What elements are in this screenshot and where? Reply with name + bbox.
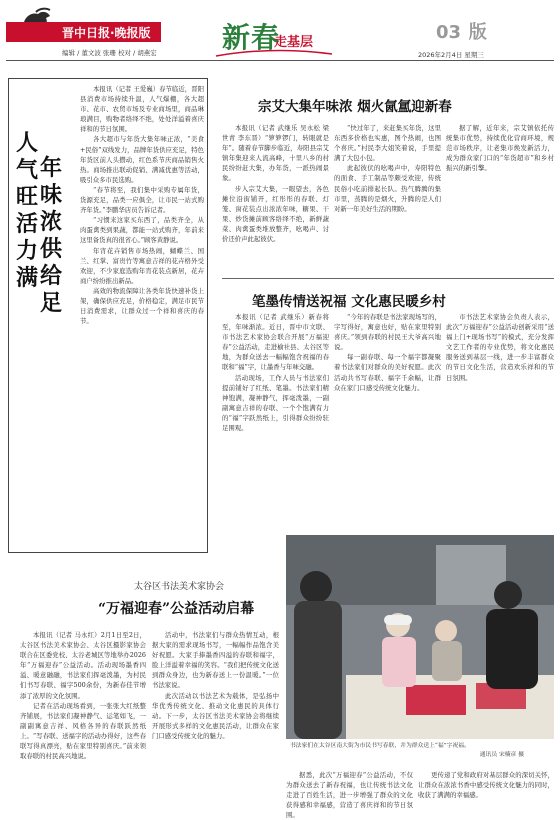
article3-paragraph: 本报讯（记者 武继乐）新春将至，年味渐浓。近日，晋中市文联、市书法艺术家协会联合开展“万福迎春”公益活动，走进榆社县、太谷区等地，为群众送去一幅幅饱含祝福的春联和“福”字，让墨香与年味交融。 (222, 313, 329, 372)
article4-headline: “万福迎春”公益活动启幕 (98, 601, 255, 617)
article2-column-3 (446, 123, 554, 271)
news-photo (286, 535, 554, 739)
photo-caption (290, 742, 554, 760)
article1-body (80, 84, 204, 548)
page-number-unit: 版 (468, 22, 487, 43)
article4-paragraph: 据悉，此次“万福迎春”公益活动，不仅为群众送去了新春祝福，也让传统书法文化走进了百姓生活，进一步增强了群众的文化获得感和幸福感，营造了喜庆祥和的节日氛围。 (286, 771, 413, 820)
section-title: 新春 (222, 21, 281, 54)
article4-kicker: 太谷区书法美术家协会 (134, 582, 225, 592)
section-subtitle: 走基层 (274, 35, 314, 50)
article1-paragraph: 本报讯（记者 王爱巍）春节临近，晋阳县消费市场持续升温，人气爆棚，各大超市、花市、农贸市场及专业商场里，商品琳琅满目，购物者络绎不绝，处处洋溢着喜庆祥和的节日氛围。 (80, 85, 204, 134)
article3-paragraph: 市书法艺术家协会负责人表示，此次“万福迎春”公益活动创新采用“送福上门+现场书写”的模式，充分发挥文艺工作者的专业优势，将文化惠民服务送到基层一线，进一步丰富群众的节日文化生活，营造欢乐祥和的节日氛围。 (446, 313, 554, 382)
article3-paragraph: 活动现场，工作人员与书法家们提前铺好了红纸、笔墨。书法家们精神饱满，凝神静气，挥毫泼墨，一副副寓意吉祥的春联、一个个饱满有力的“福”字跃然纸上，引得群众纷纷驻足围观。 (222, 373, 329, 433)
article2-paragraph: 据了解，近年来，宗艾镇依托传统集市优势，持续优化营商环境，规范市场秩序，让老集市焕发新活力，成为群众家门口的“年货超市”和乡村振兴的新引擎。 (446, 124, 554, 173)
article2-paragraph: 此起彼伏的吆喝声中，寿阳特色的面食、手工制品等颇受欢迎，传统民俗小吃前排起长队。热气腾腾的集市里，蒸腾的是烟火，升腾的是人们对新一年美好生活的期盼。 (334, 164, 441, 213)
article2-paragraph: 步入宗艾大集，一眼望去，各色摊位沿街铺开，红彤彤的春联、灯笼、窗花装点出浓浓年味，糖果、干果、炒货摊前顾客络绎不绝，新鲜蔬菜、肉禽蛋类堆放整齐，吆喝声、讨价还价声此起彼伏。 (222, 184, 329, 244)
article4-column-2 (152, 630, 279, 808)
article1-paragraph: 年宵花卉销售市场热闹，蝴蝶兰、国兰、红掌、富贵竹等寓意吉祥的花卉格外受欢迎，不少家庭选购年宵花装点新居，花卉商户纷纷推出新品。 (80, 246, 204, 285)
article1-paragraph: 各大超市与年货大集年味正浓，“美食+民俗”双线发力，品牌年货供应充足，特色年货区前人头攒动，红色系节庆商品销售火热。商场推出联动促销、满减优惠等活动，吸引众多市民选购。 (80, 135, 204, 184)
article2-column-2 (334, 123, 441, 271)
swoosh-decoration-icon (214, 48, 334, 58)
article2-headline: 宗艾大集年味浓 烟火氤氲迎新春 (258, 99, 452, 115)
masthead (0, 0, 560, 62)
page-number (436, 18, 487, 44)
article3-headline: 笔墨传情送祝福 文化惠民暖乡村 (252, 294, 446, 310)
article3-column-2 (334, 312, 441, 530)
article4-paragraph: 更传递了党和政府对基层群众的深切关怀，让群众在浓浓书香中感受传统文化魅力的同时，收获了满满的幸福感。 (418, 771, 554, 800)
article4-paragraph: 本报讯（记者 马永红）2月1日至2日，太谷区书法美术家协会、太谷区摄影家协会联合在区委党校、太谷老城区等地举办2026年“万福迎春”公益活动。活动现场墨香四溢、暖意融融，书法家们挥毫泼墨，为村民们书写春联、福字500余份，为新春佳节增添了浓厚的文化氛围。 (20, 631, 146, 700)
photo-scene-icon (286, 535, 554, 739)
issue-date: 2026年2月4日 星期三 (418, 51, 484, 59)
article3-column-3 (446, 312, 554, 530)
photo-credit: 通讯员 宋楠彦 摄 (479, 752, 524, 758)
article1-title-line2: 年味浓供给足 (39, 155, 62, 316)
article1-paragraph: “习惯来这家买东西了，品类齐全，从肉蛋禽类到果蔬，都能一站式购齐，年前来这里备货真的很省心。”顾客黄静说。 (80, 216, 204, 245)
article4-column-1 (20, 630, 146, 808)
article2-column-1 (222, 123, 329, 271)
article4-column-4 (418, 770, 554, 810)
top-divider (6, 60, 554, 61)
editor-credits: 编辑 / 董文波 张珊 校对 / 胡燕宏 (62, 49, 157, 57)
article4-column-3 (286, 770, 413, 820)
article4-paragraph: 此次活动以书法艺术为载体，是弘扬中华优秀传统文化、推动文化惠民的具体行动。下一步，太谷区书法美术家协会将继续开展形式多样的文化惠民活动，让群众在家门口感受传统文化的魅力。 (152, 691, 279, 740)
section-divider (222, 278, 554, 279)
article1-paragraph: 高效的物流保障让各类年货快速补货上架，确保供应充足，价格稳定，满足市民节日消费需求，让群众过一个祥和喜庆的春节。 (80, 286, 204, 326)
article4-paragraph: 活动中，书法家们与群众热情互动，根据大家的需求现场书写，一幅幅作品饱含美好祝愿。大家手捧墨香四溢的春联和福字，脸上洋溢着幸福的笑容。“我们把传统文化送到群众身边，也为新春送上一份温暖。”一位书法家说。 (152, 631, 279, 690)
photo-caption-text: 书法家们在太谷区南大街为市民书写春联，并为群众送上“福”字祝福。 (290, 743, 470, 749)
article2-paragraph: “快过年了，来赶集买年货，这里东西多价格也实惠，图个热闹，也图个喜庆。”村民李大姐笑着说，手里提满了大包小包。 (334, 124, 441, 163)
article1-paragraph: “春节将至，我们集中采购专属年货，货源充足，品类一应俱全，让市民一站式购齐年货。”李鹏华店员告诉记者。 (80, 185, 204, 215)
article4-paragraph: 记者在活动现场看到，一张张大红纸整齐铺展，书法家们凝神静气、运笔如飞，一副副寓意吉祥、风格各异的春联跃然纸上。“写春联、送福字的活动办得好，这些春联写得真漂亮，贴在家里特别喜庆。”前来领取春联的村民高兴地说。 (20, 701, 146, 761)
article3-paragraph: 每一副春联、每一个福字都凝聚着书法家们对群众的美好祝愿。此次活动共书写春联、福字千余幅，让群众在家门口感受传统文化魅力。 (334, 353, 441, 392)
article3-paragraph: “今年的春联是书法家现场写的，字写得好，寓意也好，贴在家里特别喜庆。”领到春联的村民王大爷高兴地说。 (334, 313, 441, 352)
article2-paragraph: 本报讯（记者 武继乐 吴永松 梁世青 李东晋）“箩箩锣门，转眼就是年”。随着春节脚步临近，寿阳县宗艾镇年集迎来人流高峰，十里八乡的村民纷纷赶大集，办年货，一派热闹景象。 (222, 124, 329, 183)
newspaper-logo: 晋中日报·晚报版 (62, 26, 151, 40)
article3-column-1 (222, 312, 329, 530)
article1-title-line1: 人气旺活力满 (15, 130, 38, 291)
page-number-value: 03 (436, 22, 462, 43)
